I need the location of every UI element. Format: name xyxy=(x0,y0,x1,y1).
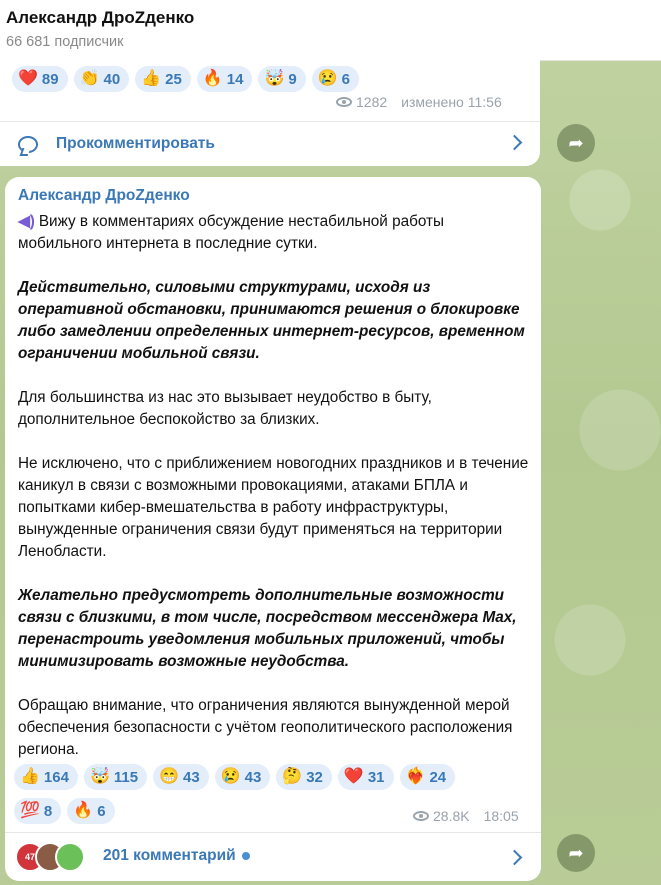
views-icon xyxy=(413,811,429,821)
post-meta xyxy=(413,808,519,824)
reaction-bar xyxy=(12,66,359,92)
paragraph: Для большинства из нас это вызывает неудобство в быту, дополнительное беспокойство за близких. xyxy=(18,389,432,428)
view-count: 1282 xyxy=(356,94,388,110)
reaction-emoji-icon: 😢 xyxy=(317,70,338,87)
reaction-emoji-icon: ❤️‍🔥 xyxy=(405,768,426,785)
subscriber-count: 66 681 подписчик xyxy=(6,34,124,50)
reaction-count: 9 xyxy=(288,70,297,88)
post-author[interactable]: Александр ДроZденко xyxy=(18,187,190,204)
reaction-chip[interactable] xyxy=(135,66,191,92)
chevron-right-icon[interactable] xyxy=(507,850,523,866)
reaction-emoji-icon: 🤯 xyxy=(264,70,285,87)
unread-dot xyxy=(242,852,250,860)
reaction-emoji-icon: 😁 xyxy=(159,768,179,785)
reaction-chip[interactable] xyxy=(276,764,332,790)
reaction-chip[interactable] xyxy=(67,798,114,824)
avatar xyxy=(55,842,85,872)
reaction-emoji-icon: 👍 xyxy=(141,70,162,87)
reaction-count: 43 xyxy=(183,768,200,786)
paragraph: Обращаю внимание, что ограничения являются вынужденной мерой обеспечения безопасности с учётом геополитического расположения региона. xyxy=(18,697,513,758)
reaction-chip[interactable] xyxy=(400,764,456,790)
commenter-avatars xyxy=(15,842,87,870)
reaction-count: 24 xyxy=(429,768,447,786)
paragraph: Желательно предусмотреть дополнительные возможности связи с близкими, в том числе, посредством мессенджера Max, перенастроить уведомления мобильных приложений, чтобы минимизировать возможные неудобства. xyxy=(18,587,517,670)
reaction-count: 43 xyxy=(244,768,262,786)
divider xyxy=(5,832,541,833)
comment-label: Прокомментировать xyxy=(56,135,215,152)
reaction-emoji-icon: 🔥 xyxy=(73,802,94,819)
reaction-emoji-icon: 🤯 xyxy=(89,768,110,785)
reaction-chip[interactable] xyxy=(197,66,253,92)
reaction-count: 89 xyxy=(41,70,59,88)
share-button[interactable] xyxy=(557,124,595,162)
reaction-emoji-icon: 🤔 xyxy=(282,768,303,785)
channel-header[interactable] xyxy=(0,0,661,61)
edited-time: изменено 11:56 xyxy=(401,94,502,110)
post-time: 18:05 xyxy=(483,808,519,824)
reaction-chip[interactable] xyxy=(14,764,78,790)
avatar: 47 xyxy=(15,842,45,872)
paragraph: Действительно, силовыми структурами, исходя из оперативной обстановки, принимаются решения о блокировке либо замедлении определенных интернет-ресурсов, временном ограничении мобильной связи. xyxy=(18,279,525,362)
share-arrow-icon: ➦ xyxy=(568,132,584,153)
post-meta xyxy=(336,94,502,110)
reaction-emoji-icon: 👏 xyxy=(79,70,100,87)
reaction-emoji-icon: 😢 xyxy=(220,768,241,785)
chevron-right-icon[interactable] xyxy=(507,135,523,151)
views-icon xyxy=(336,97,352,107)
reaction-chip[interactable] xyxy=(84,764,147,790)
share-button[interactable] xyxy=(557,834,595,872)
reaction-emoji-icon: 🔥 xyxy=(202,70,223,87)
reaction-count: 8 xyxy=(43,802,53,820)
post-text xyxy=(18,211,530,761)
reaction-emoji-icon: 👍 xyxy=(20,768,40,785)
reaction-count: 40 xyxy=(103,70,121,88)
reaction-emoji-icon: ❤️ xyxy=(18,70,38,87)
reaction-emoji-icon: 💯 xyxy=(20,802,40,819)
reaction-chip[interactable] xyxy=(12,66,68,92)
post-card xyxy=(5,177,541,881)
comment-bubble-icon xyxy=(18,136,38,153)
reaction-emoji-icon: ❤️ xyxy=(343,768,364,785)
comments-count: 201 комментарий xyxy=(103,847,236,864)
previous-post-card xyxy=(0,60,540,166)
reaction-count: 6 xyxy=(341,70,350,88)
reaction-count: 32 xyxy=(306,768,323,786)
view-count: 28.8K xyxy=(433,808,470,824)
reaction-chip[interactable] xyxy=(74,66,130,92)
reaction-chip[interactable] xyxy=(312,66,359,92)
reaction-count: 25 xyxy=(165,70,182,88)
share-arrow-icon: ➦ xyxy=(568,842,584,863)
reaction-chip[interactable] xyxy=(215,764,271,790)
paragraph: Не исключено, что с приближением новогодних праздников и в течение каникул в связи с возможными провокациями, атаками БПЛА и попытками кибер-вмешательства в работу инфраструктуры, вынужденные ограничения связи будут применяться на территории Ленобласти. xyxy=(18,455,529,560)
reaction-chip[interactable] xyxy=(14,798,61,824)
reaction-chip[interactable] xyxy=(153,764,209,790)
reaction-count: 31 xyxy=(367,768,385,786)
reaction-count: 164 xyxy=(43,768,69,786)
comments-button[interactable] xyxy=(15,841,250,871)
divider xyxy=(0,121,540,122)
reaction-chip[interactable] xyxy=(338,764,394,790)
reaction-count: 6 xyxy=(97,802,106,820)
reaction-chip[interactable] xyxy=(258,66,305,92)
channel-title[interactable]: Александр ДроZденко xyxy=(6,8,195,27)
paragraph: ◀) Вижу в комментариях обсуждение нестабильной работы мобильного интернета в последние сутки. xyxy=(18,213,445,252)
reaction-count: 115 xyxy=(113,768,139,786)
speaker-icon: ◀) xyxy=(18,213,35,230)
comment-button[interactable] xyxy=(18,132,215,156)
reaction-count: 14 xyxy=(226,70,244,88)
